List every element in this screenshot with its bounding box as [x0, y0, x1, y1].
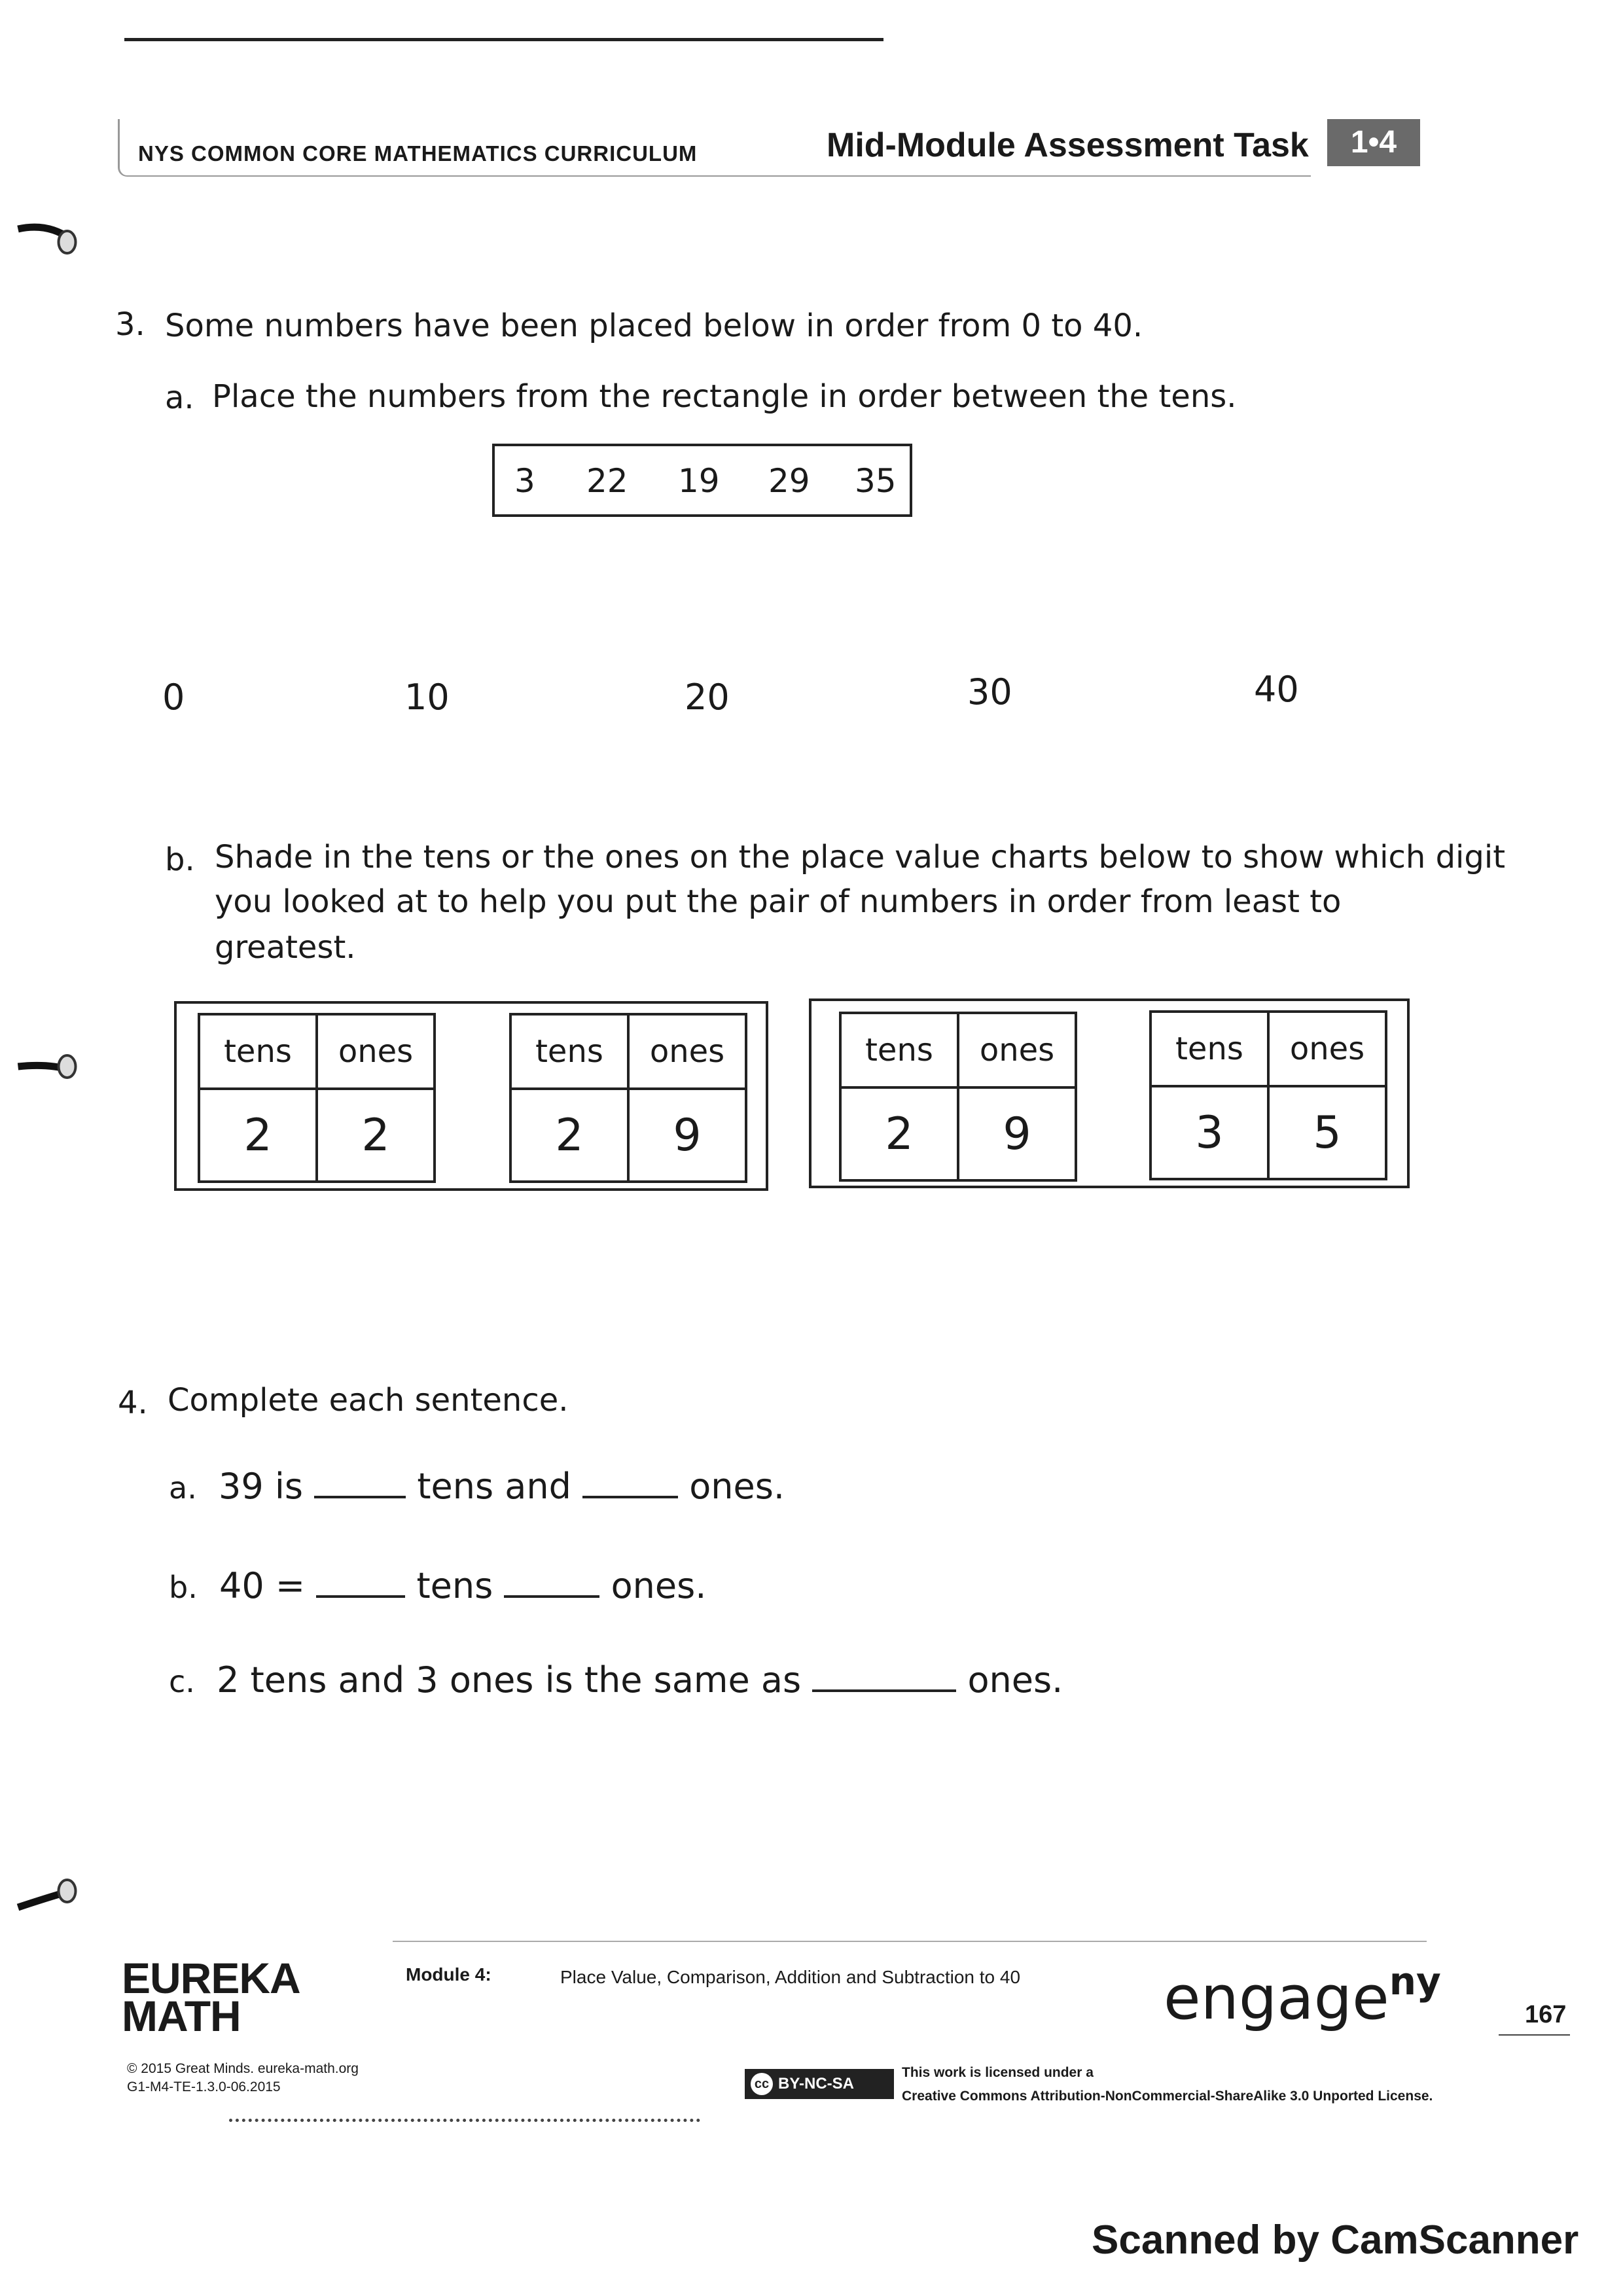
- tens-digit[interactable]: 2: [840, 1087, 958, 1180]
- question-3a-letter: a.: [165, 380, 194, 416]
- rect-number: 19: [678, 462, 720, 500]
- page-header: [118, 119, 1420, 175]
- question-4-number: 4.: [118, 1385, 148, 1421]
- ones-digit[interactable]: 9: [958, 1087, 1076, 1180]
- number-line-label: 40: [1254, 669, 1299, 710]
- rect-number: 3: [514, 462, 535, 500]
- question-4b-text: 40 =: [219, 1565, 306, 1606]
- number-line-label: 20: [685, 677, 730, 718]
- question-4b-letter: b.: [169, 1570, 198, 1605]
- rect-number: 35: [855, 462, 897, 500]
- number-rectangle: [492, 444, 912, 517]
- question-4c-text: 2 tens and 3 ones is the same as: [217, 1659, 802, 1701]
- footer-rule: [393, 1941, 1427, 1942]
- binder-ring-icon: [0, 1047, 111, 1086]
- creative-commons-icon: cc: [751, 2073, 773, 2095]
- place-value-chart: [509, 1013, 747, 1183]
- binder-ring-icon: [0, 1878, 111, 1917]
- question-4c: [169, 1659, 1063, 1701]
- license-line-2: Creative Commons Attribution-NonCommercial-ShareAlike 3.0 Unported License.: [902, 2089, 1433, 2104]
- ones-header[interactable]: ones: [958, 1013, 1076, 1087]
- answer-blank[interactable]: [504, 1595, 599, 1598]
- module-title: Place Value, Comparison, Addition and Subtraction to 40: [560, 1967, 1021, 1987]
- question-3b-line1: Shade in the tens or the ones on the place value charts below to show which digit: [215, 839, 1506, 875]
- curriculum-title: NYS COMMON CORE MATHEMATICS CURRICULUM: [138, 141, 698, 166]
- engage-ny: ny: [1389, 1959, 1441, 2004]
- question-4a-letter: a.: [169, 1470, 197, 1506]
- ones-header[interactable]: ones: [1268, 1012, 1386, 1086]
- rect-number: 22: [586, 462, 628, 500]
- tens-header[interactable]: tens: [199, 1014, 317, 1089]
- question-3-number: 3.: [115, 306, 145, 343]
- ones-header[interactable]: ones: [317, 1014, 435, 1089]
- tens-digit[interactable]: 2: [510, 1089, 628, 1182]
- number-line-label: 10: [404, 677, 450, 718]
- question-3-prompt: Some numbers have been placed below in order from 0 to 40.: [165, 308, 1143, 344]
- tens-digit[interactable]: 3: [1150, 1086, 1268, 1179]
- place-value-chart: [1149, 1010, 1387, 1180]
- document-code: G1-M4-TE-1.3.0-06.2015: [127, 2079, 281, 2094]
- answer-blank[interactable]: [582, 1496, 678, 1498]
- tens-header[interactable]: tens: [1150, 1012, 1268, 1086]
- tens-digit[interactable]: 2: [199, 1089, 317, 1182]
- number-line-label: 30: [967, 671, 1012, 713]
- cc-license-badge: [745, 2069, 894, 2099]
- question-3b-line2: you looked at to help you put the pair of numbers in order from least to: [215, 883, 1342, 920]
- answer-blank[interactable]: [812, 1689, 956, 1692]
- question-4-prompt: Complete each sentence.: [168, 1382, 569, 1419]
- answer-blank[interactable]: [314, 1496, 406, 1498]
- tens-header[interactable]: tens: [840, 1013, 958, 1087]
- ones-header[interactable]: ones: [628, 1014, 746, 1089]
- question-4b-text: tens: [416, 1565, 493, 1606]
- eureka-math-logo: [122, 1954, 300, 2040]
- scanner-watermark: Scanned by CamScanner: [1092, 2217, 1579, 2263]
- question-4c-letter: c.: [169, 1664, 195, 1699]
- engageny-logo: [1164, 1959, 1441, 2033]
- rect-number: 29: [768, 462, 810, 500]
- question-4b: [169, 1565, 706, 1606]
- header-frame: [118, 119, 1311, 177]
- question-4a: [169, 1466, 785, 1507]
- place-value-chart: [198, 1013, 436, 1183]
- license-line-1: This work is licensed under a: [902, 2065, 1094, 2080]
- logo-line-1: EUREKA: [122, 1954, 300, 2002]
- top-rule: [124, 38, 883, 41]
- task-title: Mid-Module Assessment Task: [827, 126, 1309, 164]
- copyright: © 2015 Great Minds. eureka-math.org: [127, 2061, 359, 2076]
- question-4a-text: tens and: [417, 1466, 571, 1507]
- place-value-chart: [839, 1012, 1077, 1182]
- question-4a-text: ones.: [689, 1466, 785, 1507]
- question-4b-text: ones.: [611, 1565, 707, 1606]
- answer-blank[interactable]: [316, 1595, 405, 1598]
- perforation-dots: [229, 2119, 700, 2122]
- ones-digit[interactable]: 9: [628, 1089, 746, 1182]
- question-3b-letter: b.: [165, 841, 195, 878]
- tens-header[interactable]: tens: [510, 1014, 628, 1089]
- logo-line-2: MATH: [122, 1992, 241, 2040]
- question-3b-line3: greatest.: [215, 929, 356, 966]
- question-4c-text: ones.: [967, 1659, 1063, 1701]
- question-3a-text: Place the numbers from the rectangle in order between the tens.: [212, 378, 1237, 415]
- number-line-label: 0: [162, 677, 185, 718]
- cc-badge-text: BY-NC-SA: [778, 2075, 855, 2093]
- ones-digit[interactable]: 2: [317, 1089, 435, 1182]
- ones-digit[interactable]: 5: [1268, 1086, 1386, 1179]
- page-number: 167: [1499, 2001, 1570, 2036]
- binder-ring-icon: [0, 216, 111, 255]
- grade-module-badge: 1•4: [1327, 119, 1420, 166]
- module-label: Module 4:: [406, 1964, 491, 1985]
- engage-text: engage: [1164, 1963, 1389, 2033]
- question-4a-text: 39 is: [218, 1466, 303, 1507]
